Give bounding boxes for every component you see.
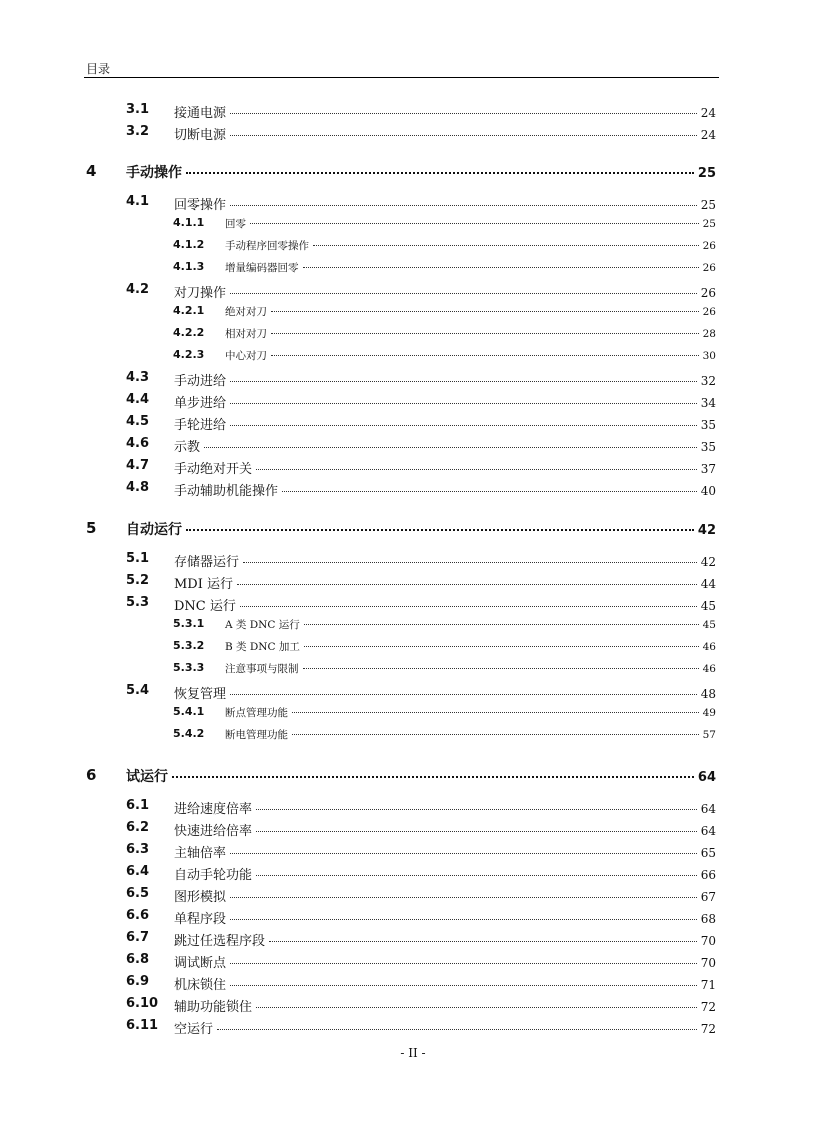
toc-dot-leader xyxy=(271,333,699,334)
toc-entry-page: 67 xyxy=(700,890,716,904)
toc-entry-number: 4.8 xyxy=(126,480,150,495)
toc-entry-number: 6 xyxy=(86,766,97,784)
toc-dot-leader xyxy=(230,113,697,114)
toc-entry-page: 28 xyxy=(702,328,716,340)
toc-entry-title: 试运行 xyxy=(126,769,168,785)
toc-entry-page: 24 xyxy=(700,106,716,120)
toc-dot-leader xyxy=(217,1029,697,1030)
toc-dot-leader xyxy=(230,897,697,898)
toc-entry-6-6[interactable] xyxy=(126,908,716,927)
toc-entry-number: 5.3 xyxy=(126,595,150,610)
toc-dot-leader xyxy=(256,469,697,470)
toc-entry-title: 手动程序回零操作 xyxy=(225,240,309,252)
toc-entry-number: 6.8 xyxy=(126,952,150,967)
toc-entry-page: 30 xyxy=(702,350,716,362)
toc-dot-leader xyxy=(292,712,699,713)
toc-entry-number: 6.1 xyxy=(126,798,150,813)
toc-entry-number: 5.3.2 xyxy=(173,639,205,652)
toc-entry-number: 6.9 xyxy=(126,974,150,989)
toc-entry-page: 68 xyxy=(700,912,716,926)
toc-entry-number: 6.11 xyxy=(126,1018,159,1033)
toc-entry-number: 6.4 xyxy=(126,864,150,879)
toc-entry-page: 44 xyxy=(700,577,716,591)
toc-entry-5-3-2[interactable] xyxy=(173,639,716,654)
toc-entry-number: 3.1 xyxy=(126,102,150,117)
toc-entry-page: 26 xyxy=(702,306,716,318)
toc-entry-number: 4.1.3 xyxy=(173,260,205,273)
toc-entry-page: 65 xyxy=(700,846,716,860)
toc-entry-title: B 类 DNC 加工 xyxy=(225,641,300,653)
toc-entry-4-1-3[interactable] xyxy=(173,260,716,275)
toc-entry-6-11[interactable] xyxy=(126,1018,716,1037)
toc-entry-title: 手动进给 xyxy=(174,374,227,389)
toc-entry-5-2[interactable] xyxy=(126,573,716,592)
toc-entry-5-3[interactable] xyxy=(126,595,716,614)
toc-dot-leader xyxy=(304,624,699,625)
toc-dot-leader xyxy=(230,985,697,986)
toc-dot-leader xyxy=(282,491,697,492)
toc-entry-number: 4.2.3 xyxy=(173,348,205,361)
toc-entry-number: 6.3 xyxy=(126,842,150,857)
toc-entry-number: 4.6 xyxy=(126,436,150,451)
toc-entry-number: 6.6 xyxy=(126,908,150,923)
toc-entry-title: 回零操作 xyxy=(174,198,227,213)
toc-entry-title: MDI 运行 xyxy=(174,577,234,592)
toc-entry-title: 跳过任选程序段 xyxy=(174,934,266,949)
toc-entry-4-2-1[interactable] xyxy=(173,304,716,319)
toc-entry-5-4[interactable] xyxy=(126,683,716,702)
toc-entry-6-8[interactable] xyxy=(126,952,716,971)
toc-entry-4[interactable] xyxy=(86,162,716,182)
toc-entry-number: 4.1.1 xyxy=(173,216,205,229)
toc-entry-6-7[interactable] xyxy=(126,930,716,949)
toc-dot-leader xyxy=(271,311,699,312)
toc-entry-5-3-3[interactable] xyxy=(173,661,716,676)
toc-entry-title: 切断电源 xyxy=(174,128,227,143)
toc-entry-6-3[interactable] xyxy=(126,842,716,861)
toc-entry-page: 57 xyxy=(702,729,716,741)
toc-entry-4-4[interactable] xyxy=(126,392,716,411)
toc-entry-page: 42 xyxy=(700,555,716,569)
toc-entry-title: 绝对对刀 xyxy=(225,306,267,318)
toc-entry-title: 注意事项与限制 xyxy=(225,663,299,675)
toc-entry-page: 35 xyxy=(700,418,716,432)
toc-entry-page: 32 xyxy=(700,374,716,388)
toc-entry-title: 主轴倍率 xyxy=(174,846,227,861)
toc-entry-page: 26 xyxy=(702,262,716,274)
toc-entry-number: 4.1.2 xyxy=(173,238,205,251)
toc-entry-page: 25 xyxy=(702,218,716,230)
toc-entry-title: 增量编码器回零 xyxy=(225,262,299,274)
toc-entry-page: 64 xyxy=(697,770,716,785)
toc-entry-page: 64 xyxy=(700,824,716,838)
toc-entry-title: 空运行 xyxy=(174,1022,214,1037)
toc-entry-title: 单程序段 xyxy=(174,912,227,927)
toc-entry-title: 存储器运行 xyxy=(174,555,240,570)
toc-dot-leader xyxy=(250,223,699,224)
toc-entry-number: 5.4 xyxy=(126,683,150,698)
toc-entry-page: 42 xyxy=(697,523,716,538)
toc-entry-page: 25 xyxy=(697,166,716,181)
toc-entry-title: 调试断点 xyxy=(174,956,227,971)
toc-entry-number: 5.2 xyxy=(126,573,150,588)
toc-dot-leader xyxy=(256,1007,697,1008)
toc-entry-page: 49 xyxy=(702,707,716,719)
toc-entry-4-2-2[interactable] xyxy=(173,326,716,341)
toc-entry-4-2[interactable] xyxy=(126,282,716,301)
toc-entry-number: 6.10 xyxy=(126,996,159,1011)
toc-entry-page: 72 xyxy=(700,1022,716,1036)
toc-entry-number: 6.7 xyxy=(126,930,150,945)
toc-dot-leader xyxy=(230,135,697,136)
toc-entry-5-4-2[interactable] xyxy=(173,727,716,742)
toc-entry-number: 6.2 xyxy=(126,820,150,835)
toc-entry-page: 71 xyxy=(700,978,716,992)
toc-entry-title: 手动操作 xyxy=(126,165,182,181)
toc-dot-leader xyxy=(269,941,697,942)
toc-dot-leader xyxy=(230,205,697,206)
toc-entry-page: 72 xyxy=(700,1000,716,1014)
toc-entry-title: 相对对刀 xyxy=(225,328,267,340)
toc-entry-number: 4.4 xyxy=(126,392,150,407)
toc-entry-number: 4.2.1 xyxy=(173,304,205,317)
toc-entry-title: 回零 xyxy=(225,218,246,230)
toc-entry-title: 机床锁住 xyxy=(174,978,227,993)
toc-entry-page: 34 xyxy=(700,396,716,410)
toc-entry-number: 4.2 xyxy=(126,282,150,297)
toc-entry-title: DNC 运行 xyxy=(174,599,236,614)
toc-dot-leader xyxy=(230,694,697,695)
toc-entry-title: 接通电源 xyxy=(174,106,227,121)
toc-entry-page: 66 xyxy=(700,868,716,882)
toc-dot-leader xyxy=(186,172,694,174)
toc-entry-title: 恢复管理 xyxy=(174,687,227,702)
toc-entry-title: 手动辅助机能操作 xyxy=(174,484,279,499)
toc-dot-leader xyxy=(230,963,697,964)
toc-entry-number: 4.3 xyxy=(126,370,150,385)
toc-entry-page: 45 xyxy=(700,599,716,613)
toc-entry-title: 单步进给 xyxy=(174,396,227,411)
toc-dot-leader xyxy=(204,447,697,448)
toc-entry-5-1[interactable] xyxy=(126,551,716,570)
toc-entry-number: 5.4.2 xyxy=(173,727,205,740)
toc-entry-number: 4.5 xyxy=(126,414,150,429)
toc-entry-4-8[interactable] xyxy=(126,480,716,499)
toc-dot-leader xyxy=(303,267,699,268)
toc-entry-page: 26 xyxy=(700,286,716,300)
toc-entry-page: 35 xyxy=(700,440,716,454)
toc-dot-leader xyxy=(243,562,697,563)
toc-entry-title: 图形模拟 xyxy=(174,890,227,905)
toc-dot-leader xyxy=(186,529,694,531)
toc-entry-4-2-3[interactable] xyxy=(173,348,716,363)
toc-dot-leader xyxy=(230,853,697,854)
toc-entry-page: 64 xyxy=(700,802,716,816)
toc-entry-number: 6.5 xyxy=(126,886,150,901)
toc-entry-title: 进给速度倍率 xyxy=(174,802,253,817)
toc-entry-page: 40 xyxy=(700,484,716,498)
toc-entry-4-5[interactable] xyxy=(126,414,716,433)
toc-entry-3-2[interactable] xyxy=(126,124,716,143)
toc-entry-6-2[interactable] xyxy=(126,820,716,839)
toc-entry-6-4[interactable] xyxy=(126,864,716,883)
toc-entry-title: 断电管理功能 xyxy=(225,729,288,741)
toc-entry-title: 断点管理功能 xyxy=(225,707,288,719)
toc-dot-leader xyxy=(292,734,699,735)
toc-entry-5[interactable] xyxy=(86,519,716,539)
toc-entry-title: 手轮进给 xyxy=(174,418,227,433)
toc-entry-page: 45 xyxy=(702,619,716,631)
toc-dot-leader xyxy=(230,381,697,382)
toc-entry-number: 5 xyxy=(86,519,97,537)
toc-entry-title: 手动绝对开关 xyxy=(174,462,253,477)
toc-entry-title: 自动手轮功能 xyxy=(174,868,253,883)
toc-entry-3-1[interactable] xyxy=(126,102,716,121)
toc-entry-page: 70 xyxy=(700,934,716,948)
toc-entry-page: 46 xyxy=(702,641,716,653)
toc-entry-4-1-2[interactable] xyxy=(173,238,716,253)
toc-dot-leader xyxy=(256,875,697,876)
toc-entry-number: 5.1 xyxy=(126,551,150,566)
toc-dot-leader xyxy=(313,245,699,246)
toc-dot-leader xyxy=(230,403,697,404)
page-header-title: 目录 xyxy=(86,62,111,76)
toc-dot-leader xyxy=(303,668,699,669)
toc-entry-title: 自动运行 xyxy=(126,522,182,538)
toc-entry-5-3-1[interactable] xyxy=(173,617,716,632)
toc-entry-page: 37 xyxy=(700,462,716,476)
toc-entry-title: 辅助功能锁住 xyxy=(174,1000,253,1015)
toc-entry-number: 4.7 xyxy=(126,458,150,473)
toc-entry-page: 25 xyxy=(700,198,716,212)
toc-entry-4-6[interactable] xyxy=(126,436,716,455)
toc-entry-6-5[interactable] xyxy=(126,886,716,905)
toc-entry-title: A 类 DNC 运行 xyxy=(225,619,300,631)
toc-entry-4-3[interactable] xyxy=(126,370,716,389)
toc-dot-leader xyxy=(256,809,697,810)
toc-entry-5-4-1[interactable] xyxy=(173,705,716,720)
toc-dot-leader xyxy=(230,425,697,426)
toc-entry-number: 5.3.1 xyxy=(173,617,205,630)
toc-entry-6[interactable] xyxy=(86,766,716,786)
toc-entry-number: 4.2.2 xyxy=(173,326,205,339)
toc-entry-title: 对刀操作 xyxy=(174,286,227,301)
toc-entry-number: 4 xyxy=(86,162,97,180)
toc-entry-page: 70 xyxy=(700,956,716,970)
toc-entry-title: 快速进给倍率 xyxy=(174,824,253,839)
toc-dot-leader xyxy=(256,831,697,832)
toc-entry-4-1[interactable] xyxy=(126,194,716,213)
toc-dot-leader xyxy=(230,293,697,294)
toc-entry-number: 4.1 xyxy=(126,194,150,209)
toc-entry-number: 5.3.3 xyxy=(173,661,205,674)
toc-entry-6-9[interactable] xyxy=(126,974,716,993)
toc-dot-leader xyxy=(240,606,697,607)
toc-dot-leader xyxy=(230,919,697,920)
toc-entry-6-1[interactable] xyxy=(126,798,716,817)
toc-entry-number: 5.4.1 xyxy=(173,705,205,718)
toc-entry-4-7[interactable] xyxy=(126,458,716,477)
toc-dot-leader xyxy=(271,355,699,356)
toc-entry-number: 3.2 xyxy=(126,124,150,139)
toc-dot-leader xyxy=(237,584,697,585)
page-number: - II - xyxy=(400,1046,426,1060)
toc-dot-leader xyxy=(172,776,694,778)
toc-entry-6-10[interactable] xyxy=(126,996,716,1015)
toc-entry-page: 26 xyxy=(702,240,716,252)
toc-entry-title: 中心对刀 xyxy=(225,350,267,362)
toc-entry-4-1-1[interactable] xyxy=(173,216,716,231)
toc-entry-title: 示教 xyxy=(174,440,201,455)
toc-entry-page: 46 xyxy=(702,663,716,675)
toc-dot-leader xyxy=(304,646,699,647)
toc-entry-page: 24 xyxy=(700,128,716,142)
toc-entry-page: 48 xyxy=(700,687,716,701)
